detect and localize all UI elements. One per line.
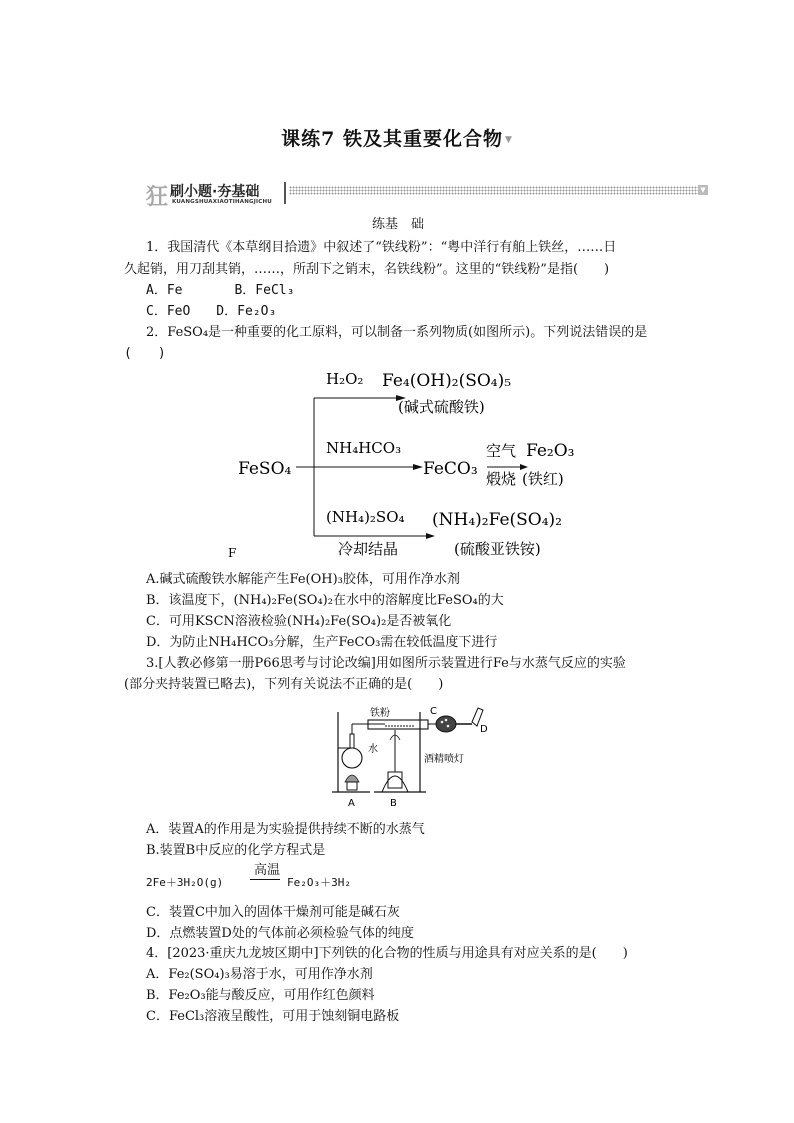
triangle-icon: ▼ [504, 135, 513, 145]
q3-stem-line2: (部分夹持装置已略去)，下列有关说法不正确的是( ) [124, 677, 444, 692]
feso4-reaction-diagram [230, 364, 610, 564]
q4-option-b: B．Fe₂O₃能与酸反应，可用作红色颜料 [146, 988, 375, 1003]
diagram-r2-final-name: (铁红) [522, 470, 564, 488]
label-c: C [430, 706, 437, 717]
iron-steam-apparatus [330, 700, 510, 810]
diagram-r3-product: (NH₄)₂Fe(SO₄)₂ [432, 510, 562, 530]
q2-stem-line1: 2．FeSO₄是一种重要的化工原料，可以制备一系列物质(如图所示)。下列说法错误的是 [146, 325, 648, 340]
banner-divider [284, 182, 286, 204]
q3-equation-left: 2Fe＋3H₂O(g) [146, 876, 224, 889]
banner-icon: 狂 [146, 184, 169, 210]
q2-option-c: C．可用KSCN溶液检验(NH₄)₂Fe(SO₄)₂是否被氧化 [146, 614, 452, 629]
label-b: B [390, 798, 397, 809]
q3-equation-condition: 高温 [254, 863, 281, 878]
q3-option-a: A．装置A的作用是为实验提供持续不断的水蒸气 [146, 822, 425, 837]
q2-option-b: B．该温度下，(NH₄)₂Fe(SO₄)₂在水中的溶解度比FeSO₄的大 [146, 593, 504, 608]
label-water: 水 [368, 744, 378, 755]
q4-option-c: C．FeCl₃溶液呈酸性，可用于蚀刻铜电路板 [146, 1009, 400, 1024]
diagram-r2-cond-top: 空气 [486, 442, 517, 460]
q4-option-a: A．Fe₂(SO₄)₃易溶于水，可用作净水剂 [146, 967, 373, 982]
q3-stem-line1: 3.[人教必修第一册P66思考与讨论改编]用如图所示装置进行Fe与水蒸气反应的实验 [146, 656, 626, 671]
label-iron-powder: 铁粉 [370, 708, 390, 719]
label-d: D [480, 724, 488, 735]
diagram-r3-name: (硫酸亚铁铵) [454, 540, 541, 558]
page-title: 课练7 铁及其重要化合物 ▼ [281, 128, 513, 150]
diagram-r2-cond-bottom: 煅烧 [486, 470, 517, 488]
q1-options-ab: A．Fe B．FeCl₃ [146, 283, 295, 298]
q1-options-cd: C．FeO D．Fe₂O₃ [146, 304, 277, 319]
label-lamp: 酒精喷灯 [424, 754, 464, 765]
q1-stem-line2: 久起销，用刀刮其销，……，所刮下之销末，名铁线粉”。这里的“铁线粉”是指( ) [124, 262, 610, 277]
diagram-r2-final: Fe₂O₃ [526, 441, 575, 461]
diagram-r1-product: Fe₄(OH)₂(SO₄)₅ [382, 371, 512, 391]
diagram-source: FeSO₄ [238, 459, 292, 479]
diagram-r3-cond: 冷却结晶 [338, 540, 399, 558]
banner-title: 刷小题·夯基础 [170, 184, 260, 200]
banner-dots [289, 186, 699, 195]
q3-option-c: C．装置C中加入的固体干燥剂可能是碱石灰 [146, 905, 400, 920]
diagram-r2-reagent: NH₄HCO₃ [326, 439, 402, 457]
section-banner [146, 180, 708, 210]
dropdown-triangle-icon: ▼ [698, 185, 708, 195]
diagram-r1-name: (碱式硫酸铁) [398, 398, 485, 416]
q2-option-a: A.碱式硫酸铁水解能产生Fe(OH)₃胶体，可用作净水剂 [146, 572, 460, 587]
diagram-r1-reagent: H₂O₂ [326, 370, 364, 388]
q3-option-d: D．点燃装置D处的气体前必须检验气体的纯度 [146, 926, 414, 941]
q3-equation-arrow [250, 879, 280, 880]
section-heading: 练基 础 [372, 217, 425, 232]
q3-equation-right: Fe₂O₃＋3H₂ [287, 876, 351, 889]
q2-option-d: D．为防止NH₄HCO₃分解，生产FeCO₃需在较低温度下进行 [146, 635, 498, 650]
banner-pinyin: KUANGSHUAXIAOTIHANGJICHU [172, 199, 272, 205]
q1-stem-line1: 1．我国清代《本草纲目拾遗》中叙述了“铁线粉”：“粤中洋行有舶上铁丝，……日 [146, 240, 617, 255]
q3-option-b: B.装置B中反应的化学方程式是 [146, 843, 326, 858]
diagram-r3-reagent: (NH₄)₂SO₄ [326, 508, 405, 526]
q4-stem: 4．[2023·重庆九龙坡区期中]下列铁的化合物的性质与用途具有对应关系的是( ) [146, 946, 628, 961]
label-a: A [348, 798, 355, 809]
diagram-stray-label: F [228, 546, 237, 560]
q2-stem-line2: ( ) [124, 346, 166, 361]
diagram-r2-product: FeCO₃ [423, 459, 478, 479]
